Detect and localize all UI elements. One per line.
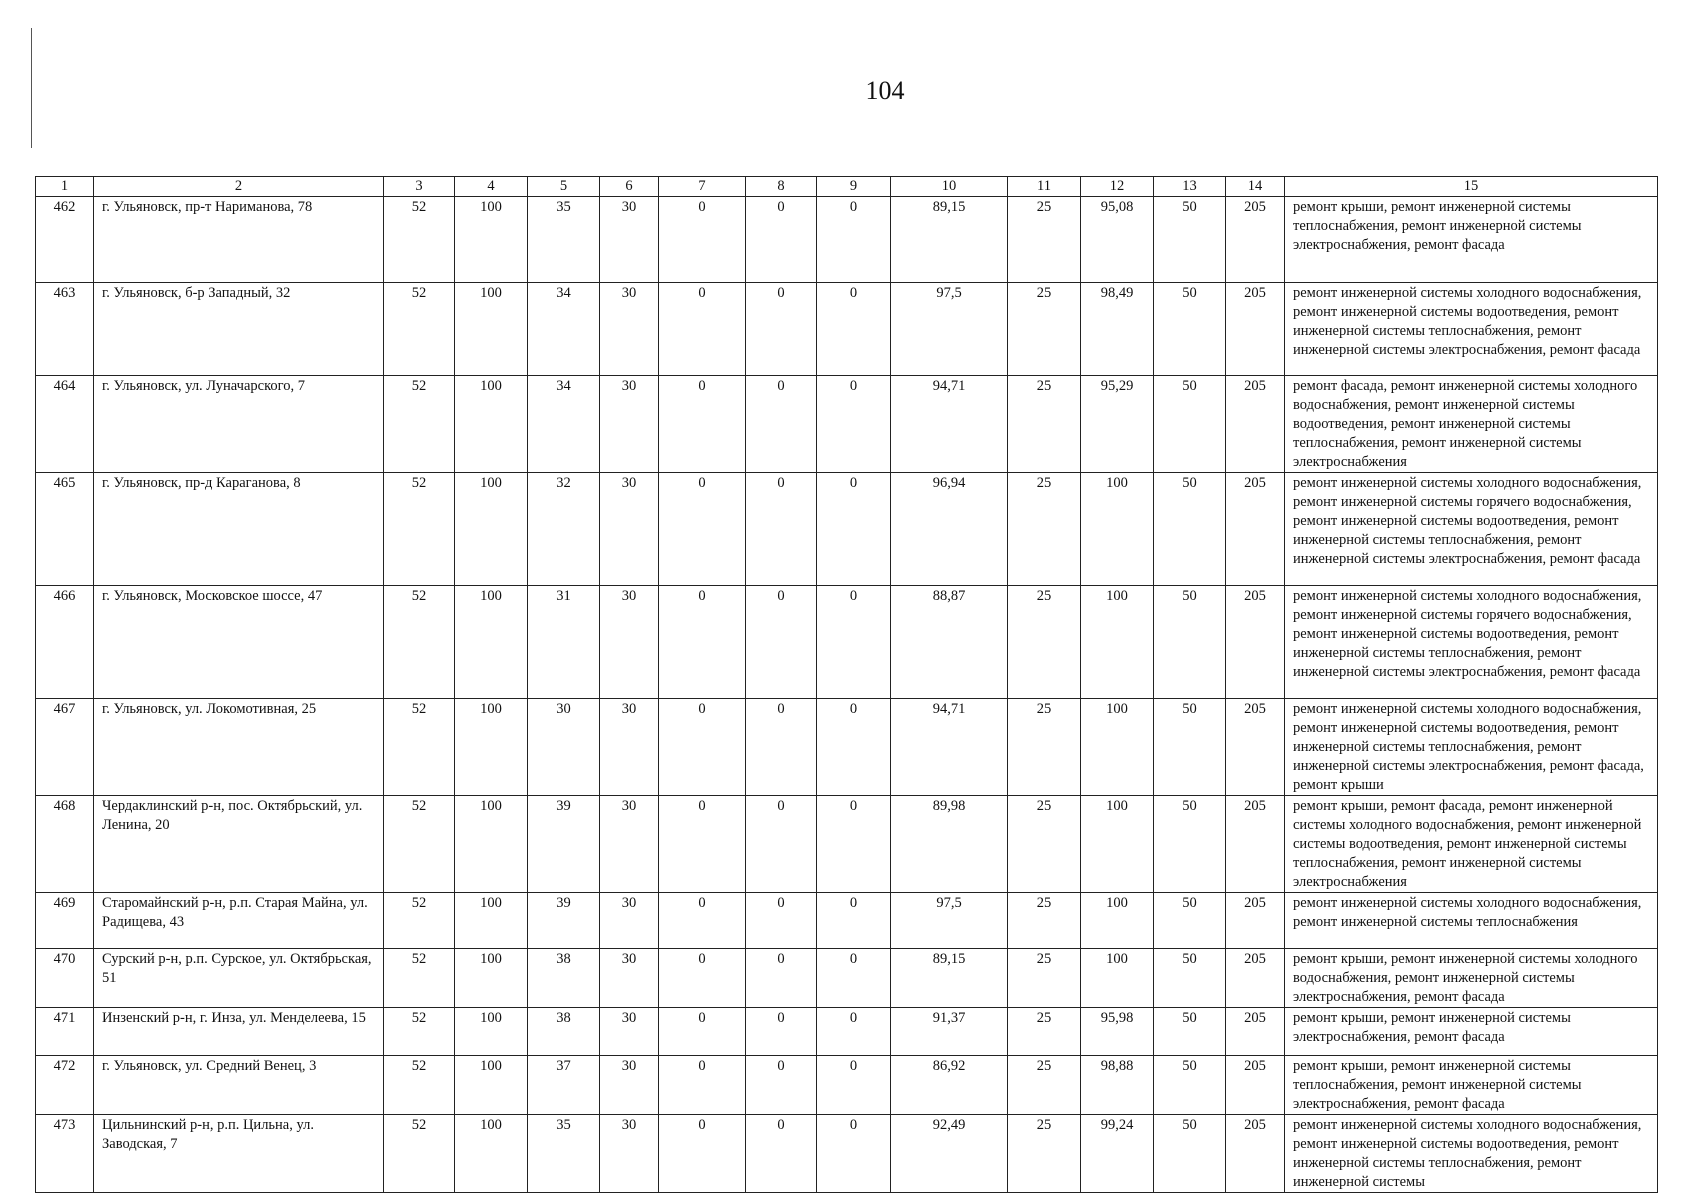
cell-row-number: 463 — [36, 283, 94, 376]
column-header-1: 1 — [36, 177, 94, 197]
cell-col-12: 95,08 — [1081, 197, 1154, 283]
column-header-14: 14 — [1226, 177, 1285, 197]
column-header-6: 6 — [600, 177, 659, 197]
cell-col-6: 30 — [600, 1115, 659, 1193]
cell-col-10: 94,71 — [891, 376, 1008, 473]
cell-col-10: 86,92 — [891, 1056, 1008, 1115]
cell-col-6: 30 — [600, 197, 659, 283]
cell-col-8: 0 — [746, 283, 817, 376]
works-table — [35, 176, 1658, 1193]
cell-col-12: 98,49 — [1081, 283, 1154, 376]
cell-col-3: 52 — [384, 197, 455, 283]
cell-col-3: 52 — [384, 949, 455, 1008]
cell-col-10: 96,94 — [891, 473, 1008, 586]
cell-col-11: 25 — [1008, 376, 1081, 473]
cell-col-4: 100 — [455, 586, 528, 699]
cell-col-6: 30 — [600, 893, 659, 949]
cell-col-14: 205 — [1226, 1115, 1285, 1193]
cell-col-14: 205 — [1226, 1008, 1285, 1056]
cell-address: г. Ульяновск, пр-т Нариманова, 78 — [94, 197, 384, 283]
table-row — [36, 699, 1658, 796]
table-row — [36, 473, 1658, 586]
table-row — [36, 586, 1658, 699]
cell-col-14: 205 — [1226, 586, 1285, 699]
page-number: 104 — [865, 76, 905, 105]
works-table-container — [35, 176, 1657, 1193]
cell-col-7: 0 — [659, 283, 746, 376]
cell-col-9: 0 — [817, 197, 891, 283]
cell-col-13: 50 — [1154, 473, 1226, 586]
cell-works-list: ремонт инженерной системы холодного водоснабжения, ремонт инженерной системы горячего водоснабжения, ремонт инженерной системы водоотведения, ремонт инженерной системы теплоснабжения, ремонт инженерной системы электроснабжения, ремонт фасада — [1285, 473, 1658, 586]
table-row — [36, 796, 1658, 893]
cell-col-4: 100 — [455, 283, 528, 376]
cell-col-9: 0 — [817, 796, 891, 893]
table-row — [36, 1056, 1658, 1115]
cell-col-8: 0 — [746, 376, 817, 473]
cell-col-12: 99,24 — [1081, 1115, 1154, 1193]
table-header-row — [36, 177, 1658, 197]
column-header-12: 12 — [1081, 177, 1154, 197]
cell-col-7: 0 — [659, 197, 746, 283]
cell-col-9: 0 — [817, 893, 891, 949]
cell-col-11: 25 — [1008, 473, 1081, 586]
cell-col-8: 0 — [746, 586, 817, 699]
cell-col-3: 52 — [384, 893, 455, 949]
cell-works-list: ремонт крыши, ремонт инженерной системы холодного водоснабжения, ремонт инженерной системы электроснабжения, ремонт фасада — [1285, 949, 1658, 1008]
cell-works-list: ремонт фасада, ремонт инженерной системы холодного водоснабжения, ремонт инженерной системы водоотведения, ремонт инженерной системы теплоснабжения, ремонт инженерной системы электроснабжения — [1285, 376, 1658, 473]
cell-col-7: 0 — [659, 949, 746, 1008]
cell-col-10: 92,49 — [891, 1115, 1008, 1193]
cell-col-4: 100 — [455, 796, 528, 893]
cell-col-12: 95,98 — [1081, 1008, 1154, 1056]
column-header-7: 7 — [659, 177, 746, 197]
cell-col-4: 100 — [455, 376, 528, 473]
cell-col-9: 0 — [817, 699, 891, 796]
table-body — [36, 177, 1658, 1193]
cell-col-14: 205 — [1226, 197, 1285, 283]
cell-col-7: 0 — [659, 796, 746, 893]
cell-col-5: 38 — [528, 949, 600, 1008]
cell-col-11: 25 — [1008, 1115, 1081, 1193]
cell-col-5: 39 — [528, 796, 600, 893]
cell-col-3: 52 — [384, 283, 455, 376]
cell-address: Сурский р-н, р.п. Сурское, ул. Октябрьская, 51 — [94, 949, 384, 1008]
cell-col-5: 35 — [528, 1115, 600, 1193]
cell-col-9: 0 — [817, 1115, 891, 1193]
cell-col-4: 100 — [455, 473, 528, 586]
cell-col-14: 205 — [1226, 376, 1285, 473]
cell-col-6: 30 — [600, 283, 659, 376]
cell-col-5: 39 — [528, 893, 600, 949]
cell-works-list: ремонт инженерной системы холодного водоснабжения, ремонт инженерной системы водоотведения, ремонт инженерной системы теплоснабжения, ремонт инженерной системы — [1285, 1115, 1658, 1193]
cell-address: г. Ульяновск, ул. Средний Венец, 3 — [94, 1056, 384, 1115]
cell-col-13: 50 — [1154, 949, 1226, 1008]
cell-col-12: 95,29 — [1081, 376, 1154, 473]
cell-col-10: 94,71 — [891, 699, 1008, 796]
cell-row-number: 464 — [36, 376, 94, 473]
cell-col-4: 100 — [455, 1056, 528, 1115]
cell-col-13: 50 — [1154, 586, 1226, 699]
cell-col-13: 50 — [1154, 699, 1226, 796]
cell-row-number: 470 — [36, 949, 94, 1008]
table-row — [36, 197, 1658, 283]
cell-col-10: 89,15 — [891, 197, 1008, 283]
cell-col-9: 0 — [817, 376, 891, 473]
cell-col-5: 30 — [528, 699, 600, 796]
cell-col-7: 0 — [659, 893, 746, 949]
cell-col-12: 98,88 — [1081, 1056, 1154, 1115]
cell-col-6: 30 — [600, 1056, 659, 1115]
cell-col-13: 50 — [1154, 893, 1226, 949]
cell-col-8: 0 — [746, 197, 817, 283]
cell-row-number: 469 — [36, 893, 94, 949]
cell-address: Старомайнский р-н, р.п. Старая Майна, ул. Радищева, 43 — [94, 893, 384, 949]
column-header-8: 8 — [746, 177, 817, 197]
cell-col-4: 100 — [455, 893, 528, 949]
cell-col-3: 52 — [384, 376, 455, 473]
cell-works-list: ремонт крыши, ремонт инженерной системы теплоснабжения, ремонт инженерной системы электроснабжения, ремонт фасада — [1285, 197, 1658, 283]
cell-address: Цильнинский р-н, р.п. Цильна, ул. Заводская, 7 — [94, 1115, 384, 1193]
cell-col-13: 50 — [1154, 1056, 1226, 1115]
cell-col-3: 52 — [384, 586, 455, 699]
cell-col-3: 52 — [384, 1008, 455, 1056]
cell-works-list: ремонт крыши, ремонт инженерной системы электроснабжения, ремонт фасада — [1285, 1008, 1658, 1056]
cell-col-3: 52 — [384, 1115, 455, 1193]
cell-col-12: 100 — [1081, 699, 1154, 796]
cell-col-8: 0 — [746, 1008, 817, 1056]
cell-works-list: ремонт инженерной системы холодного водоснабжения, ремонт инженерной системы водоотведения, ремонт инженерной системы теплоснабжения, ремонт инженерной системы электроснабжения, ремонт фасада, ремонт крыши — [1285, 699, 1658, 796]
cell-row-number: 468 — [36, 796, 94, 893]
cell-col-3: 52 — [384, 473, 455, 586]
cell-col-11: 25 — [1008, 1008, 1081, 1056]
cell-col-13: 50 — [1154, 197, 1226, 283]
cell-col-6: 30 — [600, 796, 659, 893]
cell-col-12: 100 — [1081, 893, 1154, 949]
cell-col-6: 30 — [600, 376, 659, 473]
cell-col-11: 25 — [1008, 699, 1081, 796]
cell-row-number: 473 — [36, 1115, 94, 1193]
cell-col-6: 30 — [600, 473, 659, 586]
table-row — [36, 376, 1658, 473]
cell-col-6: 30 — [600, 586, 659, 699]
cell-col-7: 0 — [659, 1115, 746, 1193]
cell-col-5: 34 — [528, 283, 600, 376]
cell-col-9: 0 — [817, 283, 891, 376]
cell-row-number: 472 — [36, 1056, 94, 1115]
cell-row-number: 467 — [36, 699, 94, 796]
cell-col-11: 25 — [1008, 1056, 1081, 1115]
table-row — [36, 1008, 1658, 1056]
table-row — [36, 283, 1658, 376]
cell-col-8: 0 — [746, 473, 817, 586]
cell-col-12: 100 — [1081, 473, 1154, 586]
cell-col-9: 0 — [817, 1056, 891, 1115]
cell-col-3: 52 — [384, 796, 455, 893]
cell-address: Чердаклинский р-н, пос. Октябрьский, ул. Ленина, 20 — [94, 796, 384, 893]
cell-address: г. Ульяновск, ул. Луначарского, 7 — [94, 376, 384, 473]
cell-col-9: 0 — [817, 586, 891, 699]
cell-col-11: 25 — [1008, 893, 1081, 949]
cell-col-7: 0 — [659, 1056, 746, 1115]
cell-col-13: 50 — [1154, 1008, 1226, 1056]
cell-col-12: 100 — [1081, 796, 1154, 893]
cell-col-9: 0 — [817, 1008, 891, 1056]
cell-col-11: 25 — [1008, 796, 1081, 893]
cell-col-11: 25 — [1008, 283, 1081, 376]
cell-col-10: 91,37 — [891, 1008, 1008, 1056]
cell-col-4: 100 — [455, 949, 528, 1008]
cell-works-list: ремонт инженерной системы холодного водоснабжения, ремонт инженерной системы водоотведения, ремонт инженерной системы теплоснабжения, ремонт инженерной системы электроснабжения, ремонт фасада — [1285, 283, 1658, 376]
cell-address: Инзенский р-н, г. Инза, ул. Менделеева, 15 — [94, 1008, 384, 1056]
cell-col-14: 205 — [1226, 1056, 1285, 1115]
cell-address: г. Ульяновск, Московское шоссе, 47 — [94, 586, 384, 699]
cell-col-3: 52 — [384, 1056, 455, 1115]
cell-col-4: 100 — [455, 1008, 528, 1056]
cell-col-8: 0 — [746, 699, 817, 796]
cell-col-14: 205 — [1226, 473, 1285, 586]
cell-col-5: 32 — [528, 473, 600, 586]
table-row — [36, 1115, 1658, 1193]
cell-col-10: 97,5 — [891, 283, 1008, 376]
column-header-3: 3 — [384, 177, 455, 197]
cell-col-5: 38 — [528, 1008, 600, 1056]
cell-col-8: 0 — [746, 796, 817, 893]
cell-address: г. Ульяновск, б-р Западный, 32 — [94, 283, 384, 376]
column-header-15: 15 — [1285, 177, 1658, 197]
cell-col-14: 205 — [1226, 949, 1285, 1008]
column-header-10: 10 — [891, 177, 1008, 197]
cell-col-9: 0 — [817, 949, 891, 1008]
cell-col-5: 31 — [528, 586, 600, 699]
cell-col-5: 35 — [528, 197, 600, 283]
cell-col-10: 89,15 — [891, 949, 1008, 1008]
cell-col-7: 0 — [659, 376, 746, 473]
column-header-11: 11 — [1008, 177, 1081, 197]
column-header-13: 13 — [1154, 177, 1226, 197]
cell-col-5: 34 — [528, 376, 600, 473]
cell-col-8: 0 — [746, 1056, 817, 1115]
cell-col-7: 0 — [659, 473, 746, 586]
cell-col-4: 100 — [455, 197, 528, 283]
cell-row-number: 466 — [36, 586, 94, 699]
cell-address: г. Ульяновск, пр-д Караганова, 8 — [94, 473, 384, 586]
cell-row-number: 471 — [36, 1008, 94, 1056]
cell-works-list: ремонт крыши, ремонт инженерной системы теплоснабжения, ремонт инженерной системы электроснабжения, ремонт фасада — [1285, 1056, 1658, 1115]
cell-col-13: 50 — [1154, 1115, 1226, 1193]
cell-address: г. Ульяновск, ул. Локомотивная, 25 — [94, 699, 384, 796]
column-header-2: 2 — [94, 177, 384, 197]
column-header-9: 9 — [817, 177, 891, 197]
cell-col-9: 0 — [817, 473, 891, 586]
cell-col-8: 0 — [746, 949, 817, 1008]
cell-col-11: 25 — [1008, 586, 1081, 699]
cell-col-7: 0 — [659, 1008, 746, 1056]
cell-row-number: 465 — [36, 473, 94, 586]
cell-col-13: 50 — [1154, 796, 1226, 893]
cell-works-list: ремонт инженерной системы холодного водоснабжения, ремонт инженерной системы теплоснабжения — [1285, 893, 1658, 949]
cell-col-4: 100 — [455, 699, 528, 796]
cell-col-12: 100 — [1081, 586, 1154, 699]
cell-col-11: 25 — [1008, 949, 1081, 1008]
cell-col-13: 50 — [1154, 376, 1226, 473]
cell-col-14: 205 — [1226, 283, 1285, 376]
cell-col-10: 97,5 — [891, 893, 1008, 949]
cell-col-14: 205 — [1226, 699, 1285, 796]
cell-col-8: 0 — [746, 893, 817, 949]
cell-col-6: 30 — [600, 699, 659, 796]
column-header-5: 5 — [528, 177, 600, 197]
cell-col-10: 89,98 — [891, 796, 1008, 893]
cell-col-5: 37 — [528, 1056, 600, 1115]
cell-col-7: 0 — [659, 586, 746, 699]
cell-col-3: 52 — [384, 699, 455, 796]
cell-col-10: 88,87 — [891, 586, 1008, 699]
cell-col-13: 50 — [1154, 283, 1226, 376]
table-row — [36, 893, 1658, 949]
column-header-4: 4 — [455, 177, 528, 197]
cell-col-6: 30 — [600, 1008, 659, 1056]
cell-col-7: 0 — [659, 699, 746, 796]
cell-col-12: 100 — [1081, 949, 1154, 1008]
table-row — [36, 949, 1658, 1008]
cell-col-6: 30 — [600, 949, 659, 1008]
cell-col-4: 100 — [455, 1115, 528, 1193]
cell-row-number: 462 — [36, 197, 94, 283]
cell-col-8: 0 — [746, 1115, 817, 1193]
cell-works-list: ремонт инженерной системы холодного водоснабжения, ремонт инженерной системы горячего водоснабжения, ремонт инженерной системы водоотведения, ремонт инженерной системы теплоснабжения, ремонт инженерной системы электроснабжения, ремонт фасада — [1285, 586, 1658, 699]
cell-works-list: ремонт крыши, ремонт фасада, ремонт инженерной системы холодного водоснабжения, ремонт инженерной системы водоотведения, ремонт инженерной системы теплоснабжения, ремонт инженерной системы электроснабжения — [1285, 796, 1658, 893]
cell-col-14: 205 — [1226, 796, 1285, 893]
cell-col-14: 205 — [1226, 893, 1285, 949]
cell-col-11: 25 — [1008, 197, 1081, 283]
